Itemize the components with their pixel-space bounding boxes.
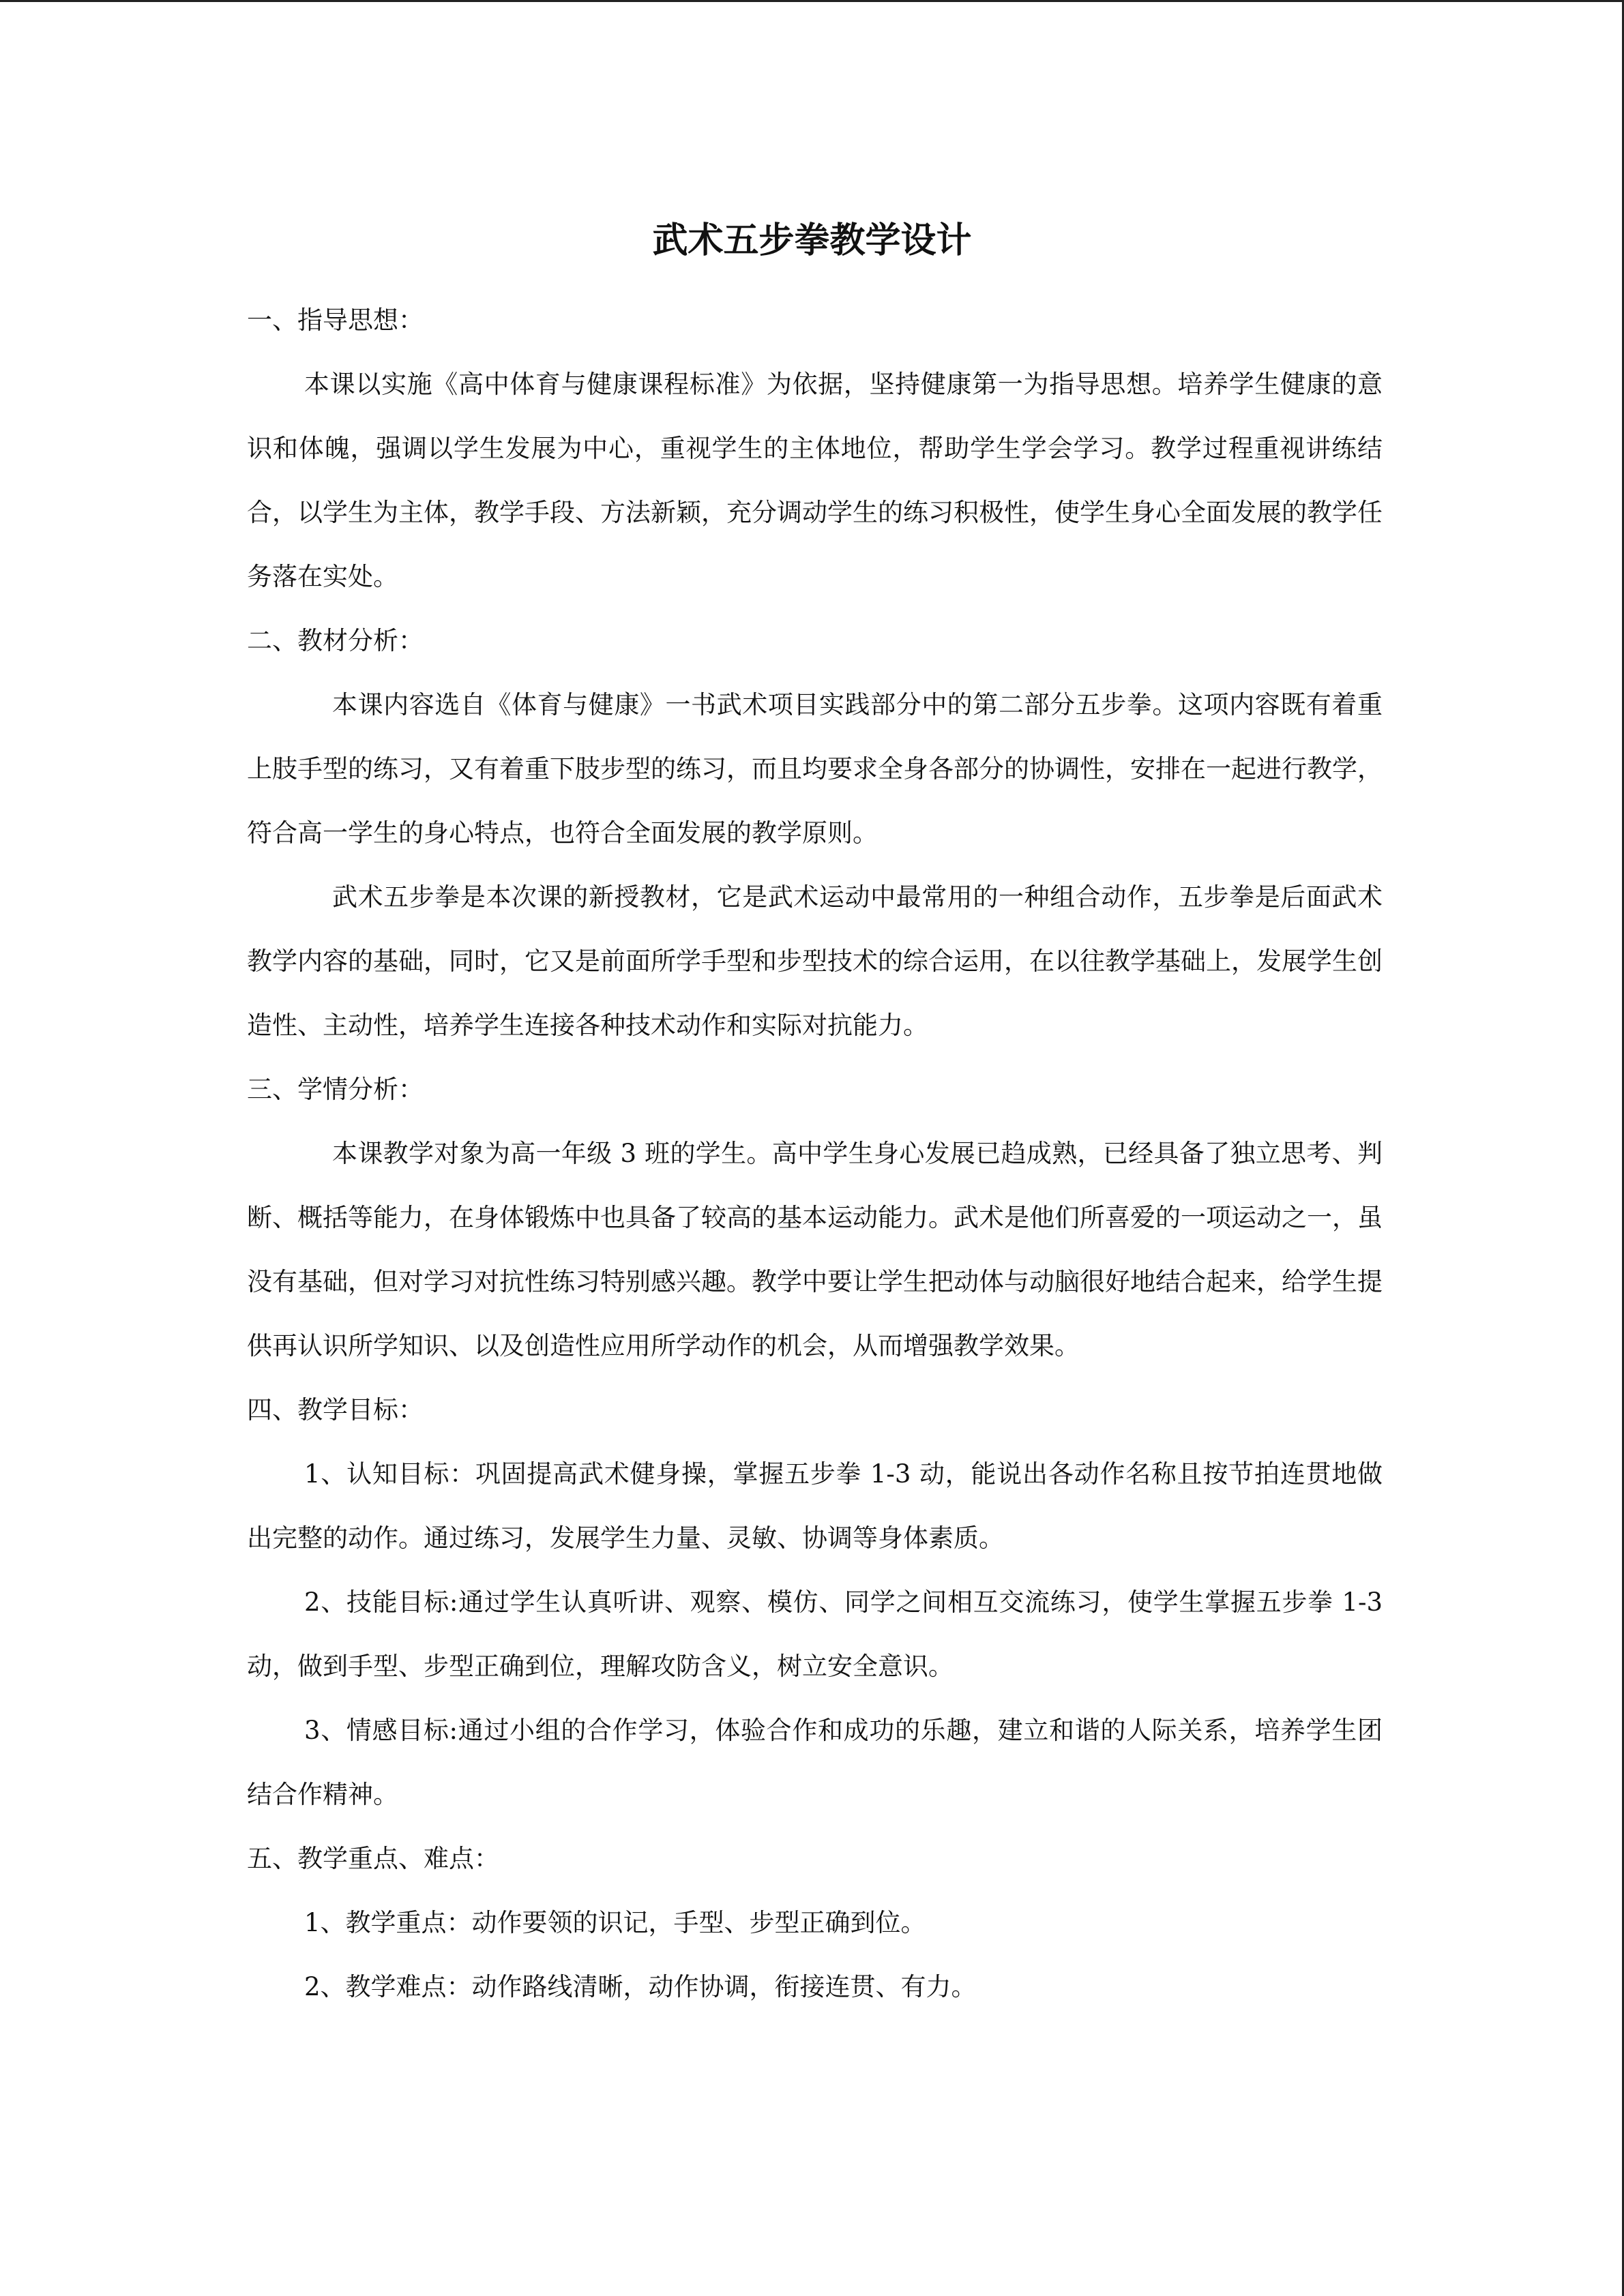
paragraph: 本课教学对象为高一年级 3 班的学生。高中学生身心发展已趋成熟，已经具备了独立思考、判断、概括等能力，在身体锻炼中也具备了较高的基本运动能力。武术是他们所喜爱的一项运动之一，虽没有基础，但对学习对抗性练习特别感兴趣。教学中要让学生把动体与动脑很好地结合起来，给学生提供再认识所学知识、以及创造性应用所学动作的机会，从而增强教学效果。 xyxy=(247,1139,1383,1360)
paragraph: 2、教学难点：动作路线清晰，动作协调，衔接连贯、有力。 xyxy=(304,1972,977,2001)
section-key-difficult-points xyxy=(247,1827,1383,2019)
paragraph: 本课内容选自《体育与健康》一书武术项目实践部分中的第二部分五步拳。这项内容既有着重上肢手型的练习，又有着重下肢步型的练习，而且均要求全身各部分的协调性，安排在一起进行教学，符合高一学生的身心特点，也符合全面发展的教学原则。 xyxy=(247,690,1383,848)
section-heading: 二、教材分析： xyxy=(247,626,424,655)
paragraph: 1、认知目标：巩固提高武术健身操，掌握五步拳 1-3 动，能说出各动作名称且按节拍连贯地做出完整的动作。通过练习，发展学生力量、灵敏、协调等身体素质。 xyxy=(247,1459,1383,1553)
section-heading: 三、学情分析： xyxy=(247,1075,424,1104)
section-material-analysis xyxy=(247,609,1383,1058)
section-learner-analysis xyxy=(247,1058,1383,1378)
paragraph: 1、教学重点：动作要领的识记，手型、步型正确到位。 xyxy=(304,1908,926,1937)
section-guiding-ideology xyxy=(247,288,1383,609)
paragraph: 3、情感目标:通过小组的合作学习，体验合作和成功的乐趣，建立和谐的人际关系，培养学生团结合作精神。 xyxy=(247,1716,1383,1809)
page-title: 武术五步拳教学设计 xyxy=(652,220,972,261)
section-teaching-objectives xyxy=(247,1378,1383,1827)
section-heading: 四、教学目标： xyxy=(247,1395,424,1425)
section-heading: 一、指导思想： xyxy=(247,305,424,335)
section-heading: 五、教学重点、难点： xyxy=(247,1844,499,1873)
document-body xyxy=(247,288,1383,2019)
paragraph: 武术五步拳是本次课的新授教材，它是武术运动中最常用的一种组合动作，五步拳是后面武术教学内容的基础，同时，它又是前面所学手型和步型技术的综合运用，在以往教学基础上，发展学生创造性、主动性，培养学生连接各种技术动作和实际对抗能力。 xyxy=(247,882,1383,1040)
paragraph: 本课以实施《高中体育与健康课程标准》为依据，坚持健康第一为指导思想。培养学生健康的意识和体魄，强调以学生发展为中心，重视学生的主体地位，帮助学生学会学习。教学过程重视讲练结合，以学生为主体，教学手段、方法新颖，充分调动学生的练习积极性，使学生身心全面发展的教学任务落在实处。 xyxy=(247,370,1383,591)
paragraph: 2、技能目标:通过学生认真听讲、观察、模仿、同学之间相互交流练习，使学生掌握五步拳 1-3 动，做到手型、步型正确到位，理解攻防含义，树立安全意识。 xyxy=(247,1587,1383,1681)
